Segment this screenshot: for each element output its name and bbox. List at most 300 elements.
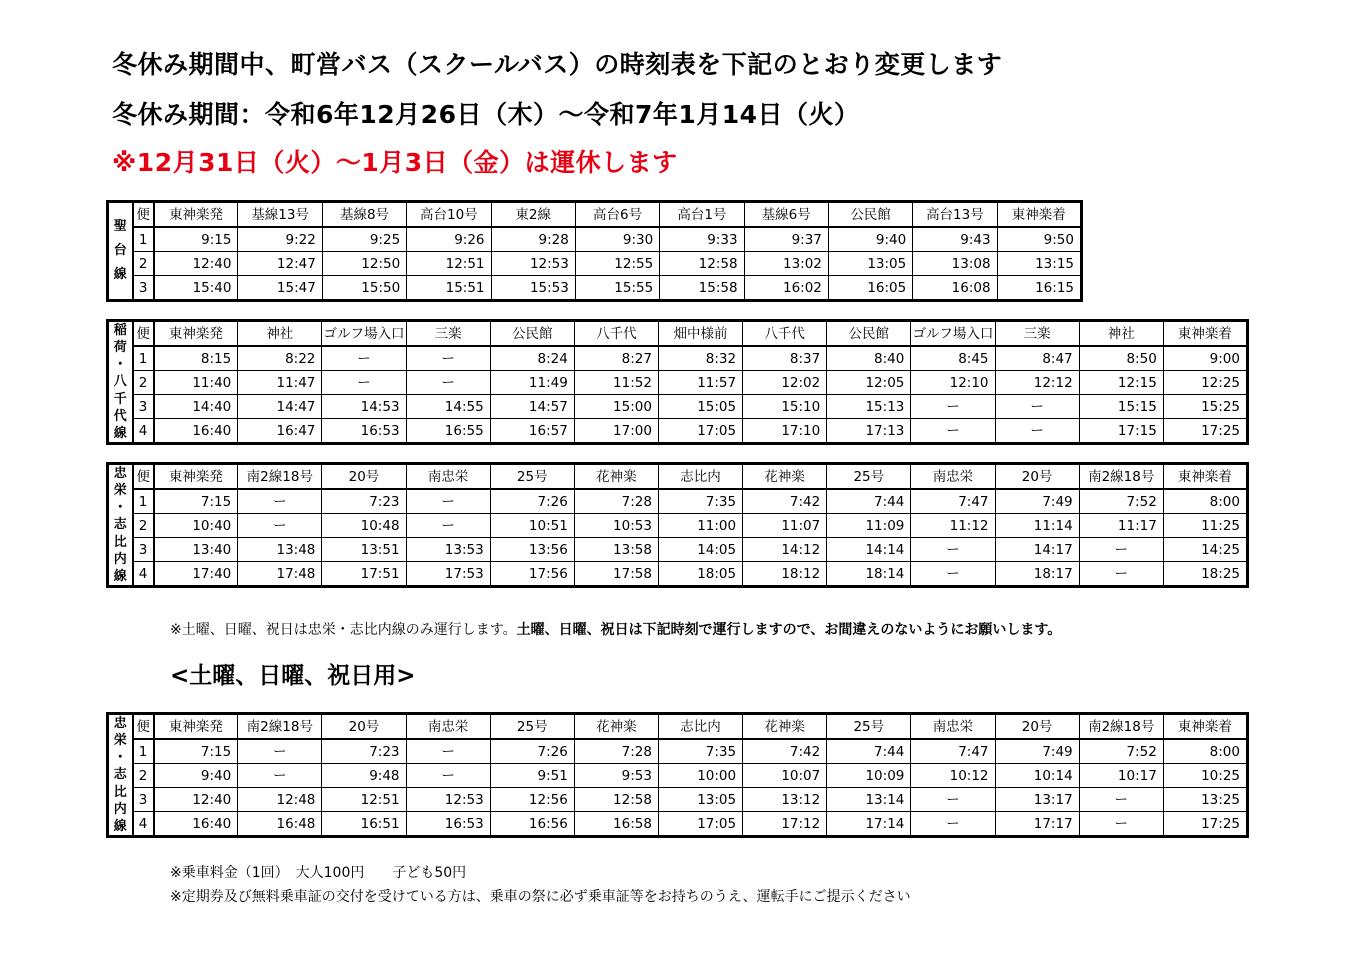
departure-time: 9:33 (660, 227, 744, 252)
table-row (108, 514, 1248, 538)
departure-time: 10:51 (490, 514, 574, 538)
departure-time: 9:40 (154, 764, 238, 788)
departure-time: 16:15 (997, 276, 1081, 301)
departure-time: 12:51 (322, 788, 406, 812)
departure-time: 17:05 (658, 812, 742, 837)
route-name-char: 忠 (113, 466, 127, 481)
departure-time: 11:17 (1079, 514, 1163, 538)
departure-time: 7:42 (743, 489, 827, 514)
notice-title: 冬休み期間中、町営バス（スクールバス）の時刻表を下記のとおり変更します (112, 50, 1003, 79)
departure-time: 12:48 (238, 788, 322, 812)
departure-time: 7:49 (995, 739, 1079, 764)
departure-time: 15:40 (154, 276, 238, 301)
stop-name: ゴルフ場入口 (322, 321, 406, 347)
table-row (108, 812, 1248, 837)
timetable-chuei-shibinai-line (106, 462, 1249, 588)
departure-time: 15:47 (238, 276, 322, 301)
departure-time: 12:12 (995, 371, 1079, 395)
departure-time: 13:02 (744, 252, 828, 276)
stop-name: 東神楽着 (1163, 321, 1247, 347)
departure-time: 15:50 (322, 276, 406, 301)
route-name (108, 464, 133, 587)
stop-name: 東神楽着 (1163, 464, 1247, 490)
weekend-heading: <土曜、日曜、祝日用> (170, 663, 416, 689)
departure-time: ー (911, 538, 995, 562)
route-name-char: 八 (113, 374, 127, 390)
stop-name: 東神楽発 (154, 321, 238, 347)
stop-name: 南2線18号 (1079, 464, 1163, 490)
table-row (108, 538, 1248, 562)
stop-name: 25号 (490, 714, 574, 740)
table-row (108, 276, 1082, 301)
departure-time: 17:53 (406, 562, 490, 587)
route-name-char: 荷 (113, 340, 127, 356)
stop-name: 東2線 (491, 202, 575, 228)
departure-time: 13:15 (997, 252, 1081, 276)
trip-number: 3 (133, 538, 154, 562)
departure-time: 17:05 (658, 419, 742, 444)
departure-time: 11:47 (238, 371, 322, 395)
departure-time: 10:07 (743, 764, 827, 788)
stop-name: 公民館 (827, 321, 911, 347)
departure-time: 9:50 (997, 227, 1081, 252)
departure-time: 8:32 (658, 346, 742, 371)
departure-time: 14:25 (1163, 538, 1247, 562)
timetable-weekend-chuei-shibinai-line (106, 712, 1249, 838)
departure-time: 17:58 (574, 562, 658, 587)
departure-time: 7:52 (1079, 489, 1163, 514)
departure-time: ー (406, 489, 490, 514)
departure-time: 13:25 (1163, 788, 1247, 812)
route-name-char: 忠 (113, 716, 127, 731)
departure-time: 15:53 (491, 276, 575, 301)
departure-time: 9:37 (744, 227, 828, 252)
departure-time: 12:02 (743, 371, 827, 395)
departure-time: 17:00 (574, 419, 658, 444)
table-row (108, 419, 1248, 444)
departure-time: ー (911, 812, 995, 837)
route-name-char: 線 (113, 267, 127, 282)
weekend-note (170, 619, 1061, 639)
departure-time: 14:55 (406, 395, 490, 419)
departure-time: 17:17 (995, 812, 1079, 837)
departure-time: 9:25 (322, 227, 406, 252)
departure-time: 12:58 (660, 252, 744, 276)
table-row (108, 489, 1248, 514)
departure-time: 12:05 (827, 371, 911, 395)
departure-time: ー (238, 514, 322, 538)
departure-time: 16:53 (406, 812, 490, 837)
route-name-char: 比 (113, 534, 127, 550)
route-name-char: ・ (113, 500, 127, 516)
stop-name: 25号 (490, 464, 574, 490)
departure-time: 14:53 (322, 395, 406, 419)
departure-time: ー (911, 395, 995, 419)
stop-name: 公民館 (828, 202, 912, 228)
stop-name: 東神楽着 (997, 202, 1081, 228)
departure-time: 8:40 (827, 346, 911, 371)
departure-time: 16:51 (322, 812, 406, 837)
departure-time: 7:47 (911, 739, 995, 764)
departure-time: 17:10 (743, 419, 827, 444)
stop-name: 南2線18号 (238, 464, 322, 490)
bin-header: 便 (133, 202, 154, 228)
departure-time: 17:14 (827, 812, 911, 837)
departure-time: 15:58 (660, 276, 744, 301)
stop-name: 20号 (322, 464, 406, 490)
stop-name: 南忠栄 (406, 464, 490, 490)
stop-name: 花神楽 (743, 714, 827, 740)
departure-time: 14:14 (827, 538, 911, 562)
departure-time: 8:50 (1079, 346, 1163, 371)
route-name-char: 栄 (113, 483, 127, 499)
departure-time: 11:40 (154, 371, 238, 395)
stop-name: 三楽 (995, 321, 1079, 347)
bin-header: 便 (133, 714, 154, 740)
stop-name: 南忠栄 (406, 714, 490, 740)
departure-time: ー (406, 739, 490, 764)
departure-time: 7:15 (154, 489, 238, 514)
departure-time: 13:14 (827, 788, 911, 812)
stop-header-row (108, 464, 1248, 490)
weekend-note-emphasis: 土曜、日曜、祝日は下記時刻で運行しますので、お間違えのないようにお願いします。 (516, 622, 1062, 638)
departure-time: 11:25 (1163, 514, 1247, 538)
route-name-char: 志 (113, 517, 127, 533)
route-name-char: 比 (113, 784, 127, 800)
departure-time: 16:57 (490, 419, 574, 444)
trip-number: 4 (133, 562, 154, 587)
departure-time: 8:00 (1163, 739, 1247, 764)
stop-name: 南忠栄 (911, 714, 995, 740)
stop-header-row (108, 321, 1248, 347)
holiday-period: 冬休み期間：令和6年12月26日（木）～令和7年1月14日（火） (112, 100, 860, 129)
departure-time: ー (1079, 538, 1163, 562)
departure-time: 11:49 (490, 371, 574, 395)
stop-name: 畑中様前 (658, 321, 742, 347)
departure-time: 7:44 (827, 739, 911, 764)
stop-name: 20号 (322, 714, 406, 740)
departure-time: 18:12 (743, 562, 827, 587)
departure-time: 10:12 (911, 764, 995, 788)
stop-name: 南2線18号 (1079, 714, 1163, 740)
departure-time: 10:48 (322, 514, 406, 538)
stop-name: 東神楽発 (154, 202, 238, 228)
route-name-char: ・ (113, 357, 127, 373)
departure-time: 14:17 (995, 538, 1079, 562)
departure-time: 17:48 (238, 562, 322, 587)
route-name (108, 202, 133, 301)
departure-time: 16:40 (154, 419, 238, 444)
departure-time: ー (406, 371, 490, 395)
trip-number: 3 (133, 395, 154, 419)
stop-name: 花神楽 (743, 464, 827, 490)
departure-time: 7:35 (658, 489, 742, 514)
departure-time: 13:51 (322, 538, 406, 562)
route-name (108, 321, 133, 444)
trip-number: 1 (133, 227, 154, 252)
departure-time: 7:52 (1079, 739, 1163, 764)
stop-name: 志比内 (658, 714, 742, 740)
route-name-char: 内 (113, 551, 127, 567)
trip-number: 2 (133, 252, 154, 276)
departure-time: ー (911, 562, 995, 587)
departure-time: 16:48 (238, 812, 322, 837)
route-name-char: 千 (113, 391, 127, 407)
stop-name: 高台13号 (913, 202, 997, 228)
departure-time: ー (406, 764, 490, 788)
departure-time: 10:14 (995, 764, 1079, 788)
departure-time: 13:17 (995, 788, 1079, 812)
table-row (108, 252, 1082, 276)
stop-name: 高台6号 (575, 202, 659, 228)
departure-time: 9:53 (574, 764, 658, 788)
departure-time: ー (911, 788, 995, 812)
departure-time: 11:09 (827, 514, 911, 538)
departure-time: 14:47 (238, 395, 322, 419)
departure-time: ー (406, 346, 490, 371)
bin-header: 便 (133, 464, 154, 490)
departure-time: 13:58 (574, 538, 658, 562)
departure-time: 11:52 (574, 371, 658, 395)
departure-time: 18:17 (995, 562, 1079, 587)
route-name-char: 線 (113, 568, 127, 584)
departure-time: 16:02 (744, 276, 828, 301)
stop-name: 東神楽発 (154, 464, 238, 490)
departure-time: ー (238, 489, 322, 514)
departure-time: 7:44 (827, 489, 911, 514)
departure-time: 7:42 (743, 739, 827, 764)
departure-time: 7:23 (322, 739, 406, 764)
departure-time: 10:40 (154, 514, 238, 538)
suspension-notice: ※12月31日（火）～1月3日（金）は運休します (112, 148, 678, 177)
departure-time: 7:47 (911, 489, 995, 514)
departure-time: 7:28 (574, 489, 658, 514)
departure-time: 15:55 (575, 276, 659, 301)
departure-time: 17:12 (743, 812, 827, 837)
departure-time: 12:58 (574, 788, 658, 812)
route-name-char: 線 (113, 425, 127, 441)
departure-time: 13:48 (238, 538, 322, 562)
table-row (108, 764, 1248, 788)
departure-time: 14:05 (658, 538, 742, 562)
departure-time: 12:10 (911, 371, 995, 395)
stop-name: 高台1号 (660, 202, 744, 228)
route-name-char: 聖 (113, 219, 127, 234)
stop-name: 神社 (238, 321, 322, 347)
departure-time: 13:05 (828, 252, 912, 276)
departure-time: 8:45 (911, 346, 995, 371)
trip-number: 2 (133, 764, 154, 788)
table-row (108, 788, 1248, 812)
stop-name: 基線13号 (238, 202, 322, 228)
trip-number: 1 (133, 346, 154, 371)
departure-time: 15:51 (407, 276, 491, 301)
departure-time: ー (238, 739, 322, 764)
timetable-inari-yachiyo-line (106, 319, 1249, 445)
departure-time: 10:53 (574, 514, 658, 538)
departure-time: 12:25 (1163, 371, 1247, 395)
stop-name: 八千代 (743, 321, 827, 347)
departure-time: 11:07 (743, 514, 827, 538)
trip-number: 2 (133, 514, 154, 538)
departure-time: 15:10 (743, 395, 827, 419)
departure-time: 7:26 (490, 489, 574, 514)
departure-time: 17:13 (827, 419, 911, 444)
departure-time: 7:23 (322, 489, 406, 514)
departure-time: 12:53 (406, 788, 490, 812)
stop-name: 基線8号 (322, 202, 406, 228)
route-name-char: 栄 (113, 733, 127, 749)
table-row (108, 371, 1248, 395)
departure-time: 14:12 (743, 538, 827, 562)
departure-time: 17:51 (322, 562, 406, 587)
departure-time: 7:28 (574, 739, 658, 764)
departure-time: 7:35 (658, 739, 742, 764)
route-name-char: ・ (113, 750, 127, 766)
departure-time: ー (1079, 812, 1163, 837)
stop-name: 東神楽着 (1163, 714, 1247, 740)
departure-time: 13:08 (913, 252, 997, 276)
departure-time: 12:40 (154, 252, 238, 276)
departure-time: 10:17 (1079, 764, 1163, 788)
departure-time: 11:00 (658, 514, 742, 538)
departure-time: 13:40 (154, 538, 238, 562)
departure-time: ー (995, 419, 1079, 444)
route-name-char: 代 (113, 408, 127, 424)
trip-number: 1 (133, 489, 154, 514)
departure-time: 8:22 (238, 346, 322, 371)
departure-time: 8:24 (490, 346, 574, 371)
fare-note: ※乗車料金（1回） 大人100円 子ども50円 (170, 865, 467, 881)
stop-name: 基線6号 (744, 202, 828, 228)
departure-time: 13:56 (490, 538, 574, 562)
departure-time: 13:05 (658, 788, 742, 812)
stop-name: 南忠栄 (911, 464, 995, 490)
departure-time: 15:15 (1079, 395, 1163, 419)
departure-time: 7:49 (995, 489, 1079, 514)
route-name-char: 稲 (113, 323, 127, 338)
stop-name: 公民館 (490, 321, 574, 347)
trip-number: 4 (133, 419, 154, 444)
departure-time: 16:53 (322, 419, 406, 444)
departure-time: 16:40 (154, 812, 238, 837)
weekend-note-text: ※土曜、日曜、祝日は忠栄・志比内線のみ運行します。 (170, 622, 517, 638)
departure-time: 8:00 (1163, 489, 1247, 514)
pass-note: ※定期券及び無料乗車証の交付を受けている方は、乗車の祭に必ず乗車証等をお持ちのうえ、運転手にご提示ください (170, 889, 911, 905)
departure-time: 11:14 (995, 514, 1079, 538)
departure-time: 18:05 (658, 562, 742, 587)
departure-time: 16:58 (574, 812, 658, 837)
departure-time: 9:48 (322, 764, 406, 788)
departure-time: 9:22 (238, 227, 322, 252)
departure-time: 15:05 (658, 395, 742, 419)
departure-time: 8:15 (154, 346, 238, 371)
stop-name: 南2線18号 (238, 714, 322, 740)
table-row (108, 562, 1248, 587)
departure-time: ー (322, 346, 406, 371)
departure-time: 17:25 (1163, 419, 1247, 444)
departure-time: 16:08 (913, 276, 997, 301)
departure-time: 8:47 (995, 346, 1079, 371)
stop-name: 25号 (827, 714, 911, 740)
departure-time: 12:51 (407, 252, 491, 276)
departure-time: 14:57 (490, 395, 574, 419)
stop-name: 東神楽発 (154, 714, 238, 740)
departure-time: 16:47 (238, 419, 322, 444)
departure-time: ー (911, 419, 995, 444)
departure-time: 17:25 (1163, 812, 1247, 837)
departure-time: 15:25 (1163, 395, 1247, 419)
trip-number: 4 (133, 812, 154, 837)
departure-time: 13:12 (743, 788, 827, 812)
departure-time: 9:15 (154, 227, 238, 252)
stop-name: 高台10号 (407, 202, 491, 228)
departure-time: 11:57 (658, 371, 742, 395)
stop-name: 20号 (995, 464, 1079, 490)
departure-time: 18:25 (1163, 562, 1247, 587)
departure-time: 8:37 (743, 346, 827, 371)
table-row (108, 346, 1248, 371)
stop-name: 花神楽 (574, 464, 658, 490)
departure-time: 9:40 (828, 227, 912, 252)
departure-time: 9:28 (491, 227, 575, 252)
stop-name: 20号 (995, 714, 1079, 740)
table-row (108, 227, 1082, 252)
departure-time: 17:15 (1079, 419, 1163, 444)
departure-time: ー (1079, 788, 1163, 812)
stop-header-row (108, 202, 1082, 228)
stop-name: 花神楽 (574, 714, 658, 740)
departure-time: 16:55 (406, 419, 490, 444)
departure-time: 9:30 (575, 227, 659, 252)
departure-time: 13:53 (406, 538, 490, 562)
stop-name: 八千代 (574, 321, 658, 347)
timetable-seidai-line (106, 200, 1083, 302)
departure-time: 17:56 (490, 562, 574, 587)
departure-time: 14:40 (154, 395, 238, 419)
table-row (108, 739, 1248, 764)
departure-time: 10:09 (827, 764, 911, 788)
departure-time: 16:56 (490, 812, 574, 837)
stop-header-row (108, 714, 1248, 740)
stop-name: 25号 (827, 464, 911, 490)
stop-name: 三楽 (406, 321, 490, 347)
route-name-char: 台 (113, 243, 127, 258)
route-name-char: 志 (113, 767, 127, 783)
table-row (108, 395, 1248, 419)
departure-time: 10:00 (658, 764, 742, 788)
bin-header: 便 (133, 321, 154, 347)
departure-time: 17:40 (154, 562, 238, 587)
stop-name: ゴルフ場入口 (911, 321, 995, 347)
departure-time: ー (995, 395, 1079, 419)
route-name-char: 線 (113, 818, 127, 834)
departure-time: 12:53 (491, 252, 575, 276)
departure-time: ー (322, 371, 406, 395)
departure-time: ー (1079, 562, 1163, 587)
departure-time: 9:26 (407, 227, 491, 252)
trip-number: 3 (133, 788, 154, 812)
departure-time: 12:55 (575, 252, 659, 276)
departure-time: 7:15 (154, 739, 238, 764)
trip-number: 1 (133, 739, 154, 764)
departure-time: 7:26 (490, 739, 574, 764)
departure-time: ー (406, 514, 490, 538)
route-name-char: 内 (113, 801, 127, 817)
departure-time: 12:47 (238, 252, 322, 276)
trip-number: 3 (133, 276, 154, 301)
departure-time: 15:00 (574, 395, 658, 419)
